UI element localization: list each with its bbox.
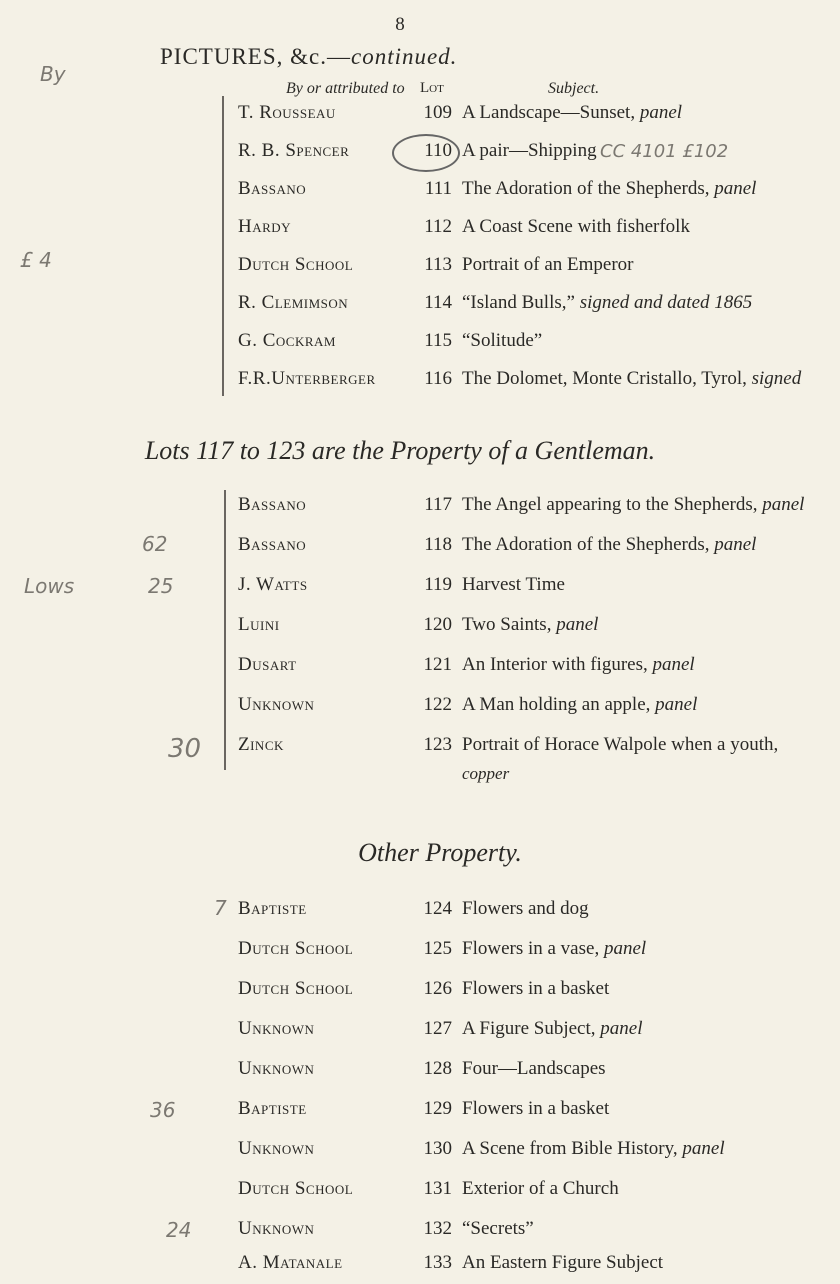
lot-row (0, 938, 800, 968)
lot-subject: “Island Bulls,” signed and dated 1865 (462, 292, 753, 313)
lot-row (0, 978, 800, 1008)
lot-number: 114 (424, 292, 452, 313)
lot-artist: Baptiste (238, 898, 307, 919)
lot-artist: G. Cockram (238, 330, 336, 351)
lot-row (0, 898, 800, 928)
lot-row (0, 368, 800, 398)
lot-subject: An Eastern Figure Subject (462, 1252, 664, 1273)
lot-number: 130 (423, 1138, 452, 1159)
lot-subject: Four—Landscapes (462, 1058, 606, 1079)
lot-number: 113 (424, 254, 452, 275)
lot-subject: Two Saints, panel (462, 614, 599, 635)
lot-subject: Flowers in a basket (462, 978, 610, 999)
page-header (160, 44, 457, 70)
lot-row (0, 178, 800, 208)
lot-row (0, 494, 805, 524)
lot-artist: Dusart (238, 654, 297, 675)
lot-subject: A pair—Shipping (462, 140, 597, 161)
lot-row (0, 330, 800, 360)
lot-row (0, 254, 800, 284)
lot-number: 112 (424, 216, 452, 237)
lot-number: 117 (424, 494, 452, 515)
lot-subject: Portrait of an Emperor (462, 254, 634, 275)
lot-artist: Unknown (238, 1218, 315, 1239)
pencil-note: 7 (214, 896, 227, 920)
lot-row (0, 614, 800, 644)
lot-artist: F.R.Unterberger (238, 368, 376, 389)
lot-artist: Unknown (238, 1018, 315, 1039)
lot-subject: Flowers in a vase, panel (462, 938, 647, 959)
lot-number: 119 (424, 574, 452, 595)
lot-subject: “Secrets” (462, 1218, 534, 1239)
lot-artist: Dutch School (238, 1178, 354, 1199)
header-title: PICTURES, &c.— (160, 44, 351, 69)
pencil-note: By (40, 62, 66, 86)
lot-number: 132 (423, 1218, 452, 1239)
lot-subject: Harvest Time (462, 574, 565, 595)
lot-number: 125 (423, 938, 452, 959)
lot-subject: Flowers and dog (462, 898, 589, 919)
lot-artist: Bassano (238, 534, 307, 555)
column-header-lot: Lot (420, 80, 444, 96)
lot-row (0, 1252, 800, 1282)
pencil-bracket (224, 490, 226, 770)
lot-row (0, 102, 800, 132)
lot-artist: Dutch School (238, 938, 354, 959)
pencil-note-lot-110: CC 4101 £102 (600, 141, 729, 162)
pencil-note: 62 (142, 532, 168, 556)
lot-row (0, 292, 800, 322)
page-number: 8 (395, 14, 405, 35)
lot-artist: A. Matanale (238, 1252, 343, 1273)
pencil-note: 36 (150, 1098, 176, 1122)
lot-row (0, 654, 800, 684)
lot-subject: A Landscape—Sunset, panel (462, 102, 683, 123)
lot-subject: The Dolomet, Monte Cristallo, Tyrol, signed (462, 368, 802, 389)
lot-number: 118 (424, 534, 452, 555)
lot-number: 127 (423, 1018, 452, 1039)
lot-row (0, 734, 800, 764)
pencil-note: 25 (148, 574, 174, 598)
lot-number: 110 (424, 140, 452, 161)
lot-subject: A Scene from Bible History, panel (462, 1138, 725, 1159)
pencil-note: 24 (166, 1218, 192, 1242)
lot-artist: Dutch School (238, 978, 354, 999)
lot-row (0, 1138, 800, 1168)
lot-artist: Zinck (238, 734, 284, 755)
pencil-bracket (222, 96, 224, 396)
lot-number: 122 (423, 694, 452, 715)
lot-artist: Luini (238, 614, 280, 635)
lot-subject: The Angel appearing to the Shepherds, panel (462, 494, 805, 515)
lot-artist: Unknown (238, 1138, 315, 1159)
lot-artist: Bassano (238, 494, 307, 515)
pencil-note: 30 (168, 734, 202, 764)
header-continued: continued. (350, 44, 458, 69)
lot-number: 111 (424, 178, 452, 199)
lot-row (0, 534, 800, 564)
lot-number: 116 (424, 368, 452, 389)
section-title-other: Other Property. (358, 838, 522, 867)
lot-subject: “Solitude” (462, 330, 543, 351)
lot-row (0, 1218, 800, 1248)
lot-row (0, 1098, 800, 1128)
column-header-subject: Subject. (548, 80, 600, 97)
lot-number: 133 (423, 1252, 452, 1273)
lot-artist: Baptiste (238, 1098, 307, 1119)
lot-row (0, 1178, 800, 1208)
lot-subject: A Coast Scene with fisherfolk (462, 216, 690, 237)
lot-subject-continuation: copper (462, 764, 510, 783)
lot-subject: Exterior of a Church (462, 1178, 619, 1199)
lot-row (0, 694, 800, 724)
section-title-gentleman: Lots 117 to 123 are the Property of a Gentleman. (144, 436, 656, 465)
pencil-note: Lows (24, 574, 75, 598)
lot-number: 120 (423, 614, 452, 635)
lot-artist: Unknown (238, 1058, 315, 1079)
lot-artist: Bassano (238, 178, 307, 199)
lot-artist: T. Rousseau (238, 102, 336, 123)
lot-artist: Dutch School (238, 254, 354, 275)
lot-subject: An Interior with figures, panel (462, 654, 695, 675)
lot-subject: The Adoration of the Shepherds, panel (462, 178, 757, 199)
lot-artist: Unknown (238, 694, 315, 715)
lot-subject: The Adoration of the Shepherds, panel (462, 534, 757, 555)
pencil-note: £ 4 (20, 248, 52, 272)
lot-subject: A Figure Subject, panel (462, 1018, 643, 1039)
lot-number: 121 (423, 654, 452, 675)
lot-number: 131 (423, 1178, 452, 1199)
lot-circle-mark (392, 134, 460, 172)
lot-row (0, 216, 800, 246)
lot-artist: R. Clemimson (238, 292, 349, 313)
lot-number: 128 (423, 1058, 452, 1079)
lot-subject: Flowers in a basket (462, 1098, 610, 1119)
column-header-artist: By or attributed to (286, 80, 405, 97)
lot-number: 115 (424, 330, 452, 351)
lot-row (0, 1058, 800, 1088)
lot-number: 124 (423, 898, 452, 919)
lot-number: 126 (423, 978, 452, 999)
lot-artist: Hardy (238, 216, 292, 237)
lot-number: 129 (423, 1098, 452, 1119)
lot-subject: A Man holding an apple, panel (462, 694, 698, 715)
lot-number: 123 (423, 734, 452, 755)
lot-subject: Portrait of Horace Walpole when a youth, (462, 734, 779, 755)
lot-number: 109 (423, 102, 452, 123)
lot-row (0, 574, 800, 604)
lot-row (0, 1018, 800, 1048)
lot-artist: J. Watts (238, 574, 308, 595)
lot-artist: R. B. Spencer (238, 140, 350, 161)
